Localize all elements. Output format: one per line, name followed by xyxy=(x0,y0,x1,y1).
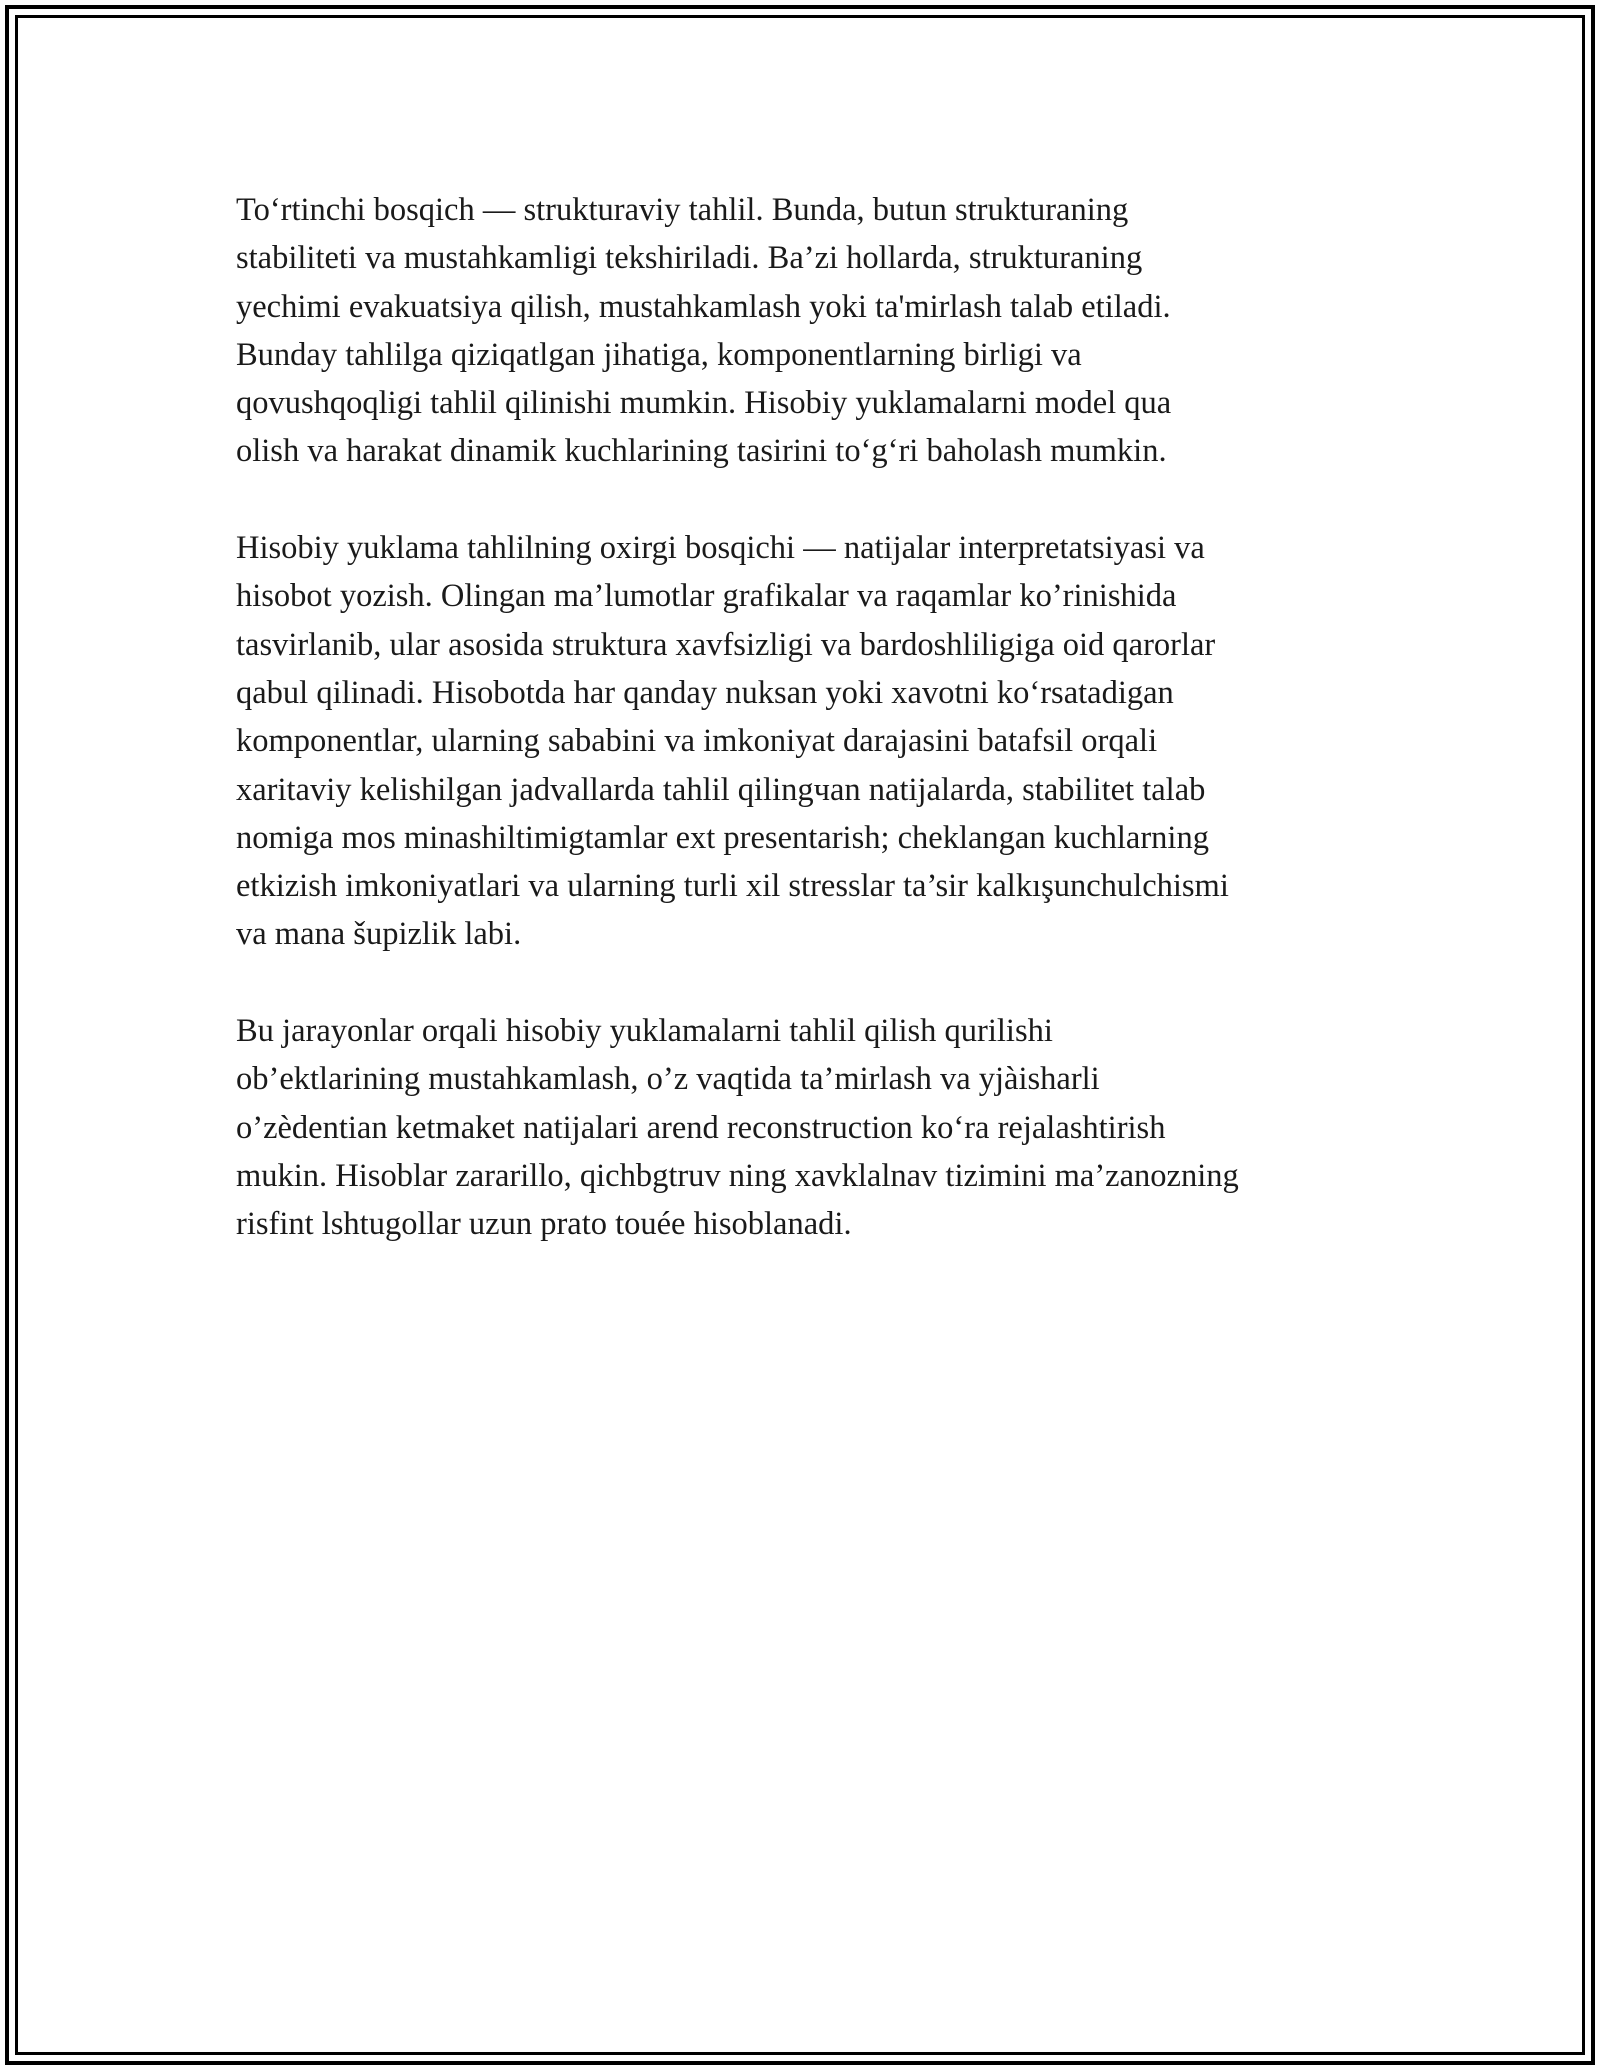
text-line: komponentlar, ularning sababini va imkoniyat darajasini batafsil orqali xyxy=(236,723,1158,760)
text-line: yechimi evakuatsiya qilish, mustahkamlash yoki ta'mirlash talab etiladi. xyxy=(236,288,1171,325)
text-line: tasvirlanib, ular asosida struktura xavfsizligi va bardoshliligiga oid qarorlar xyxy=(236,626,1216,663)
text-line: o’zèdentian ketmaket natijalari arend reconstruction ko‘ra rejalashtirish xyxy=(236,1109,1166,1146)
text-line: olish va harakat dinamik kuchlarining tasirini to‘g‘ri baholash mumkin. xyxy=(236,433,1167,470)
text-line: To‘rtinchi bosqich — strukturaviy tahlil. Bunda, butun strukturaning xyxy=(236,192,1129,228)
text-line: nomiga mos minashiltimigtamlar ext presentarish; cheklangan kuchlarning xyxy=(236,819,1209,856)
text-line: Bu jarayonlar orqali hisobiy yuklamalarni tahlil qilish qurilishi xyxy=(236,1013,1053,1050)
text-line: Bunday tahlilga qiziqatlgan jihatiga, komponentlarning birligi va xyxy=(236,336,1082,373)
text-line: Hisobiy yuklama tahlilning oxirgi bosqichi — natijalar interpretatsiyasi va xyxy=(236,530,1205,567)
document-body xyxy=(236,186,1396,1297)
paragraph-2 xyxy=(236,524,1396,959)
text-line: risfint lshtugollar uzun prato touée hisoblanadi. xyxy=(236,1206,852,1243)
paragraph-1 xyxy=(236,186,1396,476)
text-line: qovushqoqligi tahlil qilinishi mumkin. Hisobiy yuklamalarni model qua xyxy=(236,385,1172,422)
text-line: va mana šupizlik labi. xyxy=(236,916,522,953)
text-line: xaritaviy kelishilgan jadvallarda tahlil qilingчan natijalarda, stabilitet talab xyxy=(236,771,1206,808)
text-line: qabul qilinadi. Hisobotda har qanday nuksan yoki xavotni ko‘rsatadigan xyxy=(236,674,1174,711)
text-line: ob’ektlarining mustahkamlash, o’z vaqtida ta’mirlash va yjàisharli xyxy=(236,1061,1100,1098)
text-line: etkizish imkoniyatlari va ularning turli xil stresslar ta’sir kalkışunchulchismi xyxy=(236,868,1229,905)
paragraph-3 xyxy=(236,1007,1396,1248)
text-line: stabiliteti va mustahkamligi tekshiriladi. Ba’zi hollarda, strukturaning xyxy=(236,240,1143,277)
text-line: mukin. Hisoblar zararillo, qichbgtruv ning xavklalnav tizimini ma’zanozning xyxy=(236,1157,1239,1194)
text-line: hisobot yozish. Olingan ma’lumotlar grafikalar va raqamlar ko’rinishida xyxy=(236,578,1177,615)
